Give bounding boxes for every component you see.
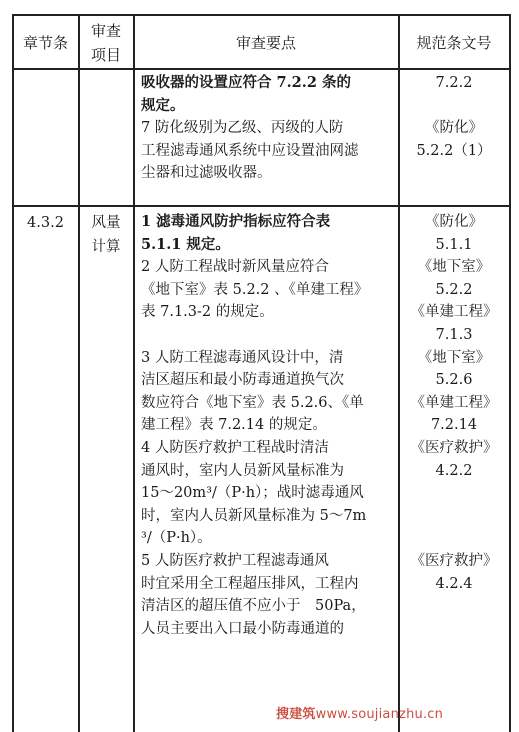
reference-line: 5.2.6 xyxy=(435,372,473,389)
point-line: 规定。 xyxy=(141,96,185,114)
point-line: 7 防化级别为乙级、丙级的人防 xyxy=(141,120,344,137)
reference-line: 《地下室》 xyxy=(417,259,491,276)
reference-line: 《医疗救护》 xyxy=(410,553,498,569)
point-line: 吸收器的设置应符合 7.2.2 条的 xyxy=(141,74,351,91)
point-line: 通风时，室内人员新风量标准为 xyxy=(141,462,344,479)
point-line: 清洁区的超压值不应小于 50Pa， xyxy=(141,598,366,615)
watermark xyxy=(276,703,443,722)
col-divider-1 xyxy=(78,14,80,732)
header-points: 审查要点 xyxy=(235,34,296,52)
watermark-url: www.soujianzhu.cn xyxy=(315,707,444,722)
reference-line: 7.2.2 xyxy=(435,75,473,91)
point-line: 《地下室》表 5.2.2 、《单建工程》 xyxy=(141,281,369,298)
header-item-line1: 审查 xyxy=(90,22,121,40)
point-line: 时宜采用全工程超压排风，工程内 xyxy=(141,575,359,592)
header-bottom-border xyxy=(12,68,510,70)
point-line: ³/（P·h）。 xyxy=(141,530,212,547)
point-line: 洁区超压和最小防毒通道换气次 xyxy=(141,372,344,389)
point-line: 时，室内人员新风量标准为 5～7m xyxy=(141,507,367,524)
point-line: 1 滤毒通风防护指标应符合表 xyxy=(141,213,331,230)
reference-line: 《医疗救护》 xyxy=(410,440,498,456)
header-reference: 规范条文号 xyxy=(416,34,492,52)
point-line: 尘器和过滤吸收器。 xyxy=(141,165,272,182)
watermark-logo-text: 搜建筑 xyxy=(276,707,316,722)
point-line: 表 7.1.3-2 的规定。 xyxy=(141,304,274,321)
point-line: 5.1.1 规定。 xyxy=(141,235,230,253)
point-line: 人员主要出入口最小防毒通道的 xyxy=(141,620,344,637)
point-line: 数应符合《地下室》表 5.2.6、《单 xyxy=(141,394,364,411)
reference-line: 4.2.4 xyxy=(435,575,473,592)
point-line: 2 人防工程战时新风量应符合 xyxy=(141,259,329,276)
reference-line: 《防化》 xyxy=(425,120,483,137)
header-item-line2: 项目 xyxy=(90,46,121,64)
reference-line: 5.1.1 xyxy=(435,236,473,253)
point-line: 5 人防医疗救护工程滤毒通风 xyxy=(141,553,329,569)
reference-line: 5.2.2 xyxy=(435,281,473,298)
reference-line: 《单建工程》 xyxy=(410,394,498,411)
section-number: 4.3.2 xyxy=(27,215,64,231)
point-line: 工程滤毒通风系统中应设置油网滤 xyxy=(141,142,359,159)
row-divider xyxy=(12,205,510,207)
reference-line: 5.2.2（1） xyxy=(416,142,492,159)
table-right-border xyxy=(509,14,511,732)
table-left-border xyxy=(12,14,14,732)
point-line: 3 人防工程滤毒通风设计中，清 xyxy=(141,349,344,366)
reference-line: 4.2.2 xyxy=(435,462,473,479)
reference-line: 《地下室》 xyxy=(417,349,491,366)
reference-line: 《单建工程》 xyxy=(410,304,498,321)
header-section: 章节条 xyxy=(22,34,68,52)
point-line: 15～20m³/（P·h）；战时滤毒通风 xyxy=(141,485,364,502)
point-line: 4 人防医疗救护工程战时清洁 xyxy=(141,440,329,456)
col-divider-2 xyxy=(133,14,135,732)
point-line: 建工程》表 7.2.14 的规定。 xyxy=(141,417,327,434)
table-top-border xyxy=(12,14,510,16)
reference-line: 7.1.3 xyxy=(435,327,473,343)
reference-line: 7.2.14 xyxy=(430,417,478,434)
item-name-line2: 计算 xyxy=(91,239,121,255)
item-name-line1: 风量 xyxy=(91,215,121,231)
reference-line: 《防化》 xyxy=(425,214,483,230)
